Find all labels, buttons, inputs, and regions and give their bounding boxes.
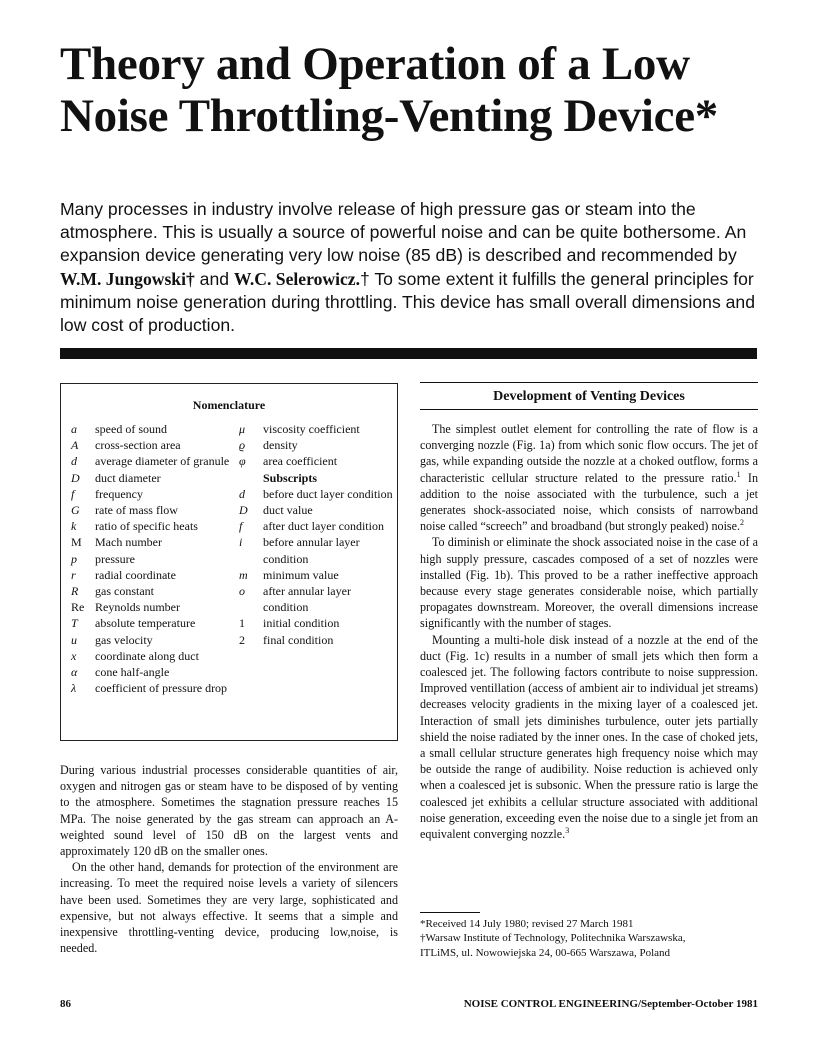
nomenclature-symbol: o <box>239 584 245 599</box>
nomenclature-entry <box>69 583 239 599</box>
nomenclature-entry <box>237 567 397 583</box>
nomenclature-entry <box>237 534 397 566</box>
nomenclature-symbol: Re <box>71 600 85 615</box>
reference-marker: 3 <box>565 826 570 836</box>
nomenclature-definition: pressure <box>95 551 135 566</box>
nomenclature-definition: gas constant <box>95 584 154 599</box>
nomenclature-symbol: x <box>71 648 77 663</box>
nomenclature-title: Nomenclature <box>192 398 266 412</box>
nomenclature-symbol: 1 <box>239 616 245 631</box>
footnote-address: ITLiMS, ul. Nowowiejska 24, 00-665 Warszawa, Poland <box>420 946 671 959</box>
nomenclature-entry <box>69 632 239 648</box>
nomenclature-symbol: φ <box>239 454 246 469</box>
nomenclature-entry <box>69 437 239 453</box>
nomenclature-symbol: μ <box>239 422 246 436</box>
nomenclature-entry <box>69 615 239 631</box>
abstract <box>60 198 760 337</box>
reference-marker: 2 <box>740 518 745 528</box>
nomenclature-definition: density <box>263 438 298 453</box>
nomenclature-definition: minimum value <box>263 567 339 582</box>
nomenclature-symbol: r <box>71 567 76 582</box>
nomenclature-definition: before duct layer condition <box>263 486 393 501</box>
nomenclature-symbol: p <box>71 551 77 566</box>
nomenclature-entry <box>69 421 239 437</box>
nomenclature-definition: rate of mass flow <box>95 503 178 518</box>
nomenclature-entry <box>69 518 239 534</box>
nomenclature-definition: Mach number <box>95 535 162 550</box>
nomenclature-entry <box>237 502 397 518</box>
nomenclature-entry <box>237 421 397 437</box>
nomenclature-symbol: D <box>239 503 248 518</box>
author-selerowicz: W.C. Selerowicz. <box>233 268 360 289</box>
section-paragraph: Mounting a multi-hole disk instead of a nozzle at the end of the duct (Fig. 1c) results in a number of small jets which then form a coalesced jet. The following factors contribute to noise suppression. Improved ventillation (access of ambient air to individual jet streams) decreases velocity gradients in the mixing layer of a coalesced jet. Interaction of small jets diminishes turbulence, outer jets partially shield the noise radiated by the inner ones. In the case of choked jets, a small cellular structure generates high frequency noise which may be outside the range of audibility. Noise reduction is achieved only when a coalesced jet is subsonic. When the pressure ratio is large the coalesced jet exhibits a cellular structure associated with additional noise generation, exceeding even the noise due to a single jet from an equivalent converging nozzle.$^3$ <box>420 632 758 842</box>
author-jungowski: W.M. Jungowski† <box>60 268 195 289</box>
nomenclature-definition: radial coordinate <box>95 567 176 582</box>
section-title: Development of Venting Devices <box>493 389 685 404</box>
reference-marker: 1 <box>736 469 741 479</box>
nomenclature-symbol: G <box>71 503 80 518</box>
nomenclature-entry <box>237 453 397 469</box>
section-paragraph: To diminish or eliminate the shock associated noise in the case of a high supply pressure, cascades composed of a set of nozzles were installed (Fig. 1b). This proved to be a rather ineffective approach because every stage generates considerable noise, which partially propagates downstream. Moreover, the overall dimensions increase significantly with the number of stages. <box>420 535 758 631</box>
nomenclature-definition: initial condition <box>263 616 340 631</box>
nomenclature-symbol: i <box>239 535 243 550</box>
intro-paragraph: On the other hand, demands for protection of the environment are increasing. To meet the required noise levels a variety of silencers have been used. Sometimes they are very large, sophisticated and expensive, but not always effective. It seems that a simple and inexpensive throttling-venting device, producing low,noise, is needed. <box>60 860 398 956</box>
abstract-and: and <box>194 268 234 289</box>
nomenclature-entry <box>237 632 397 648</box>
nomenclature-symbol: D <box>71 470 80 485</box>
footnotes <box>420 917 760 960</box>
nomenclature-symbol: R <box>71 584 79 599</box>
nomenclature-definition: duct value <box>263 503 313 518</box>
footnote-rule <box>420 912 480 913</box>
nomenclature-definition: before annular layer condition <box>263 535 360 566</box>
nomenclature-definition: coordinate along duct <box>95 648 199 663</box>
nomenclature-entry <box>69 470 239 486</box>
nomenclature-left-column <box>69 421 239 696</box>
nomenclature-definition: average diameter of granule <box>95 454 230 469</box>
nomenclature-definition: speed of sound <box>95 422 167 436</box>
nomenclature-entry <box>69 534 239 550</box>
journal-footer: NOISE CONTROL ENGINEERING/September-October 1981 <box>463 998 758 1010</box>
section-paragraph: The simplest outlet element for controlling the rate of flow is a converging nozzle (Fig. 1a) from which sonic flow occurs. The jet of gas, while expanding outside the nozzle at a choked outflow, forms a characteristic cellular structure related to the pressure ratio.$^1$ In addition to the noise associated with the turbulence, such a jet generates shock-associated noise, which consists of narrowband noise called “screech” and broadband (but strongly peaked) noise.$^2$ <box>420 422 758 534</box>
nomenclature-symbol: u <box>71 632 77 647</box>
nomenclature-definition: Reynolds number <box>95 600 180 615</box>
footnote-affiliation: †Warsaw Institute of Technology, Politechnika Warszawska, <box>420 932 686 945</box>
nomenclature-definition: ratio of specific heats <box>95 519 198 534</box>
nomenclature-entry <box>237 615 397 631</box>
intro-text <box>60 762 398 956</box>
nomenclature-definition: viscosity coefficient <box>263 422 360 436</box>
nomenclature-symbol: M <box>71 535 82 550</box>
nomenclature-definition: cone half-angle <box>95 665 170 680</box>
nomenclature-entry <box>237 437 397 453</box>
abstract-text-end: † To some extent it fulfills the general principles for minimum noise generation during throttling. This device has small overall dimensions and low cost of production. <box>60 268 755 336</box>
nomenclature-entry <box>69 664 239 680</box>
nomenclature-entry <box>69 502 239 518</box>
nomenclature-definition: after annular layer condition <box>263 584 351 615</box>
nomenclature-symbol: 2 <box>239 632 245 647</box>
nomenclature-symbol: m <box>239 567 248 582</box>
nomenclature-symbol: d <box>239 486 245 501</box>
nomenclature-entry <box>69 648 239 664</box>
section-rule-top <box>420 382 758 383</box>
section-rule-bottom <box>420 409 758 410</box>
nomenclature-symbol: ϱ <box>239 438 246 453</box>
nomenclature-definition: absolute temperature <box>95 616 196 631</box>
nomenclature-definition: duct diameter <box>95 470 161 485</box>
nomenclature-entry <box>69 567 239 583</box>
nomenclature-symbol: λ <box>71 681 77 696</box>
subscripts-heading: Subscripts <box>263 470 318 485</box>
nomenclature-symbol: f <box>239 519 243 534</box>
intro-paragraph: During various industrial processes considerable quantities of air, oxygen and nitrogen gas or steam have to be disposed of by venting to the atmosphere. Sometimes the stagnation pressure reaches 15 MPa. The noise generated by the gas stream can approach an A-weighted sound level of 150 dB on the largest vents and approximately 120 dB on the smaller ones. <box>60 763 398 859</box>
nomenclature-definition: frequency <box>95 486 143 501</box>
nomenclature-definition: cross-section area <box>95 438 181 453</box>
nomenclature-entry <box>69 551 239 567</box>
nomenclature-entry <box>69 680 239 696</box>
nomenclature-symbol: A <box>71 438 79 453</box>
footnote-received: *Received 14 July 1980; revised 27 March 1981 <box>420 918 634 930</box>
nomenclature-right-column <box>237 421 397 648</box>
nomenclature-symbol: a <box>71 422 77 436</box>
nomenclature-entry <box>237 583 397 615</box>
nomenclature-definition: after duct layer condition <box>263 519 384 534</box>
nomenclature-entry <box>237 518 397 534</box>
nomenclature-definition: coefficient of pressure drop <box>95 681 228 696</box>
nomenclature-definition: gas velocity <box>95 632 153 647</box>
nomenclature-entry <box>69 599 239 615</box>
nomenclature-entry <box>69 486 239 502</box>
nomenclature-box <box>60 383 398 741</box>
nomenclature-entry <box>69 453 239 469</box>
page-number: 86 <box>60 998 71 1010</box>
nomenclature-entry <box>237 486 397 502</box>
title-rule <box>60 348 757 359</box>
article-title: Theory and Operation of a Low Noise Throttling-Venting Device* <box>60 38 718 142</box>
nomenclature-symbol: f <box>71 486 75 501</box>
nomenclature-definition: area coefficient <box>263 454 338 469</box>
nomenclature-symbol: α <box>71 665 78 680</box>
abstract-text: Many processes in industry involve release of high pressure gas or steam into the atmosphere. This is usually a source of powerful noise and can be quite bothersome. An expansion device generating very low noise (85 dB) is described and recommended by <box>60 199 747 266</box>
nomenclature-definition: final condition <box>263 632 334 647</box>
nomenclature-symbol: d <box>71 454 77 469</box>
section-text <box>420 421 758 842</box>
nomenclature-symbol: k <box>71 519 77 534</box>
nomenclature-symbol: T <box>71 616 78 631</box>
